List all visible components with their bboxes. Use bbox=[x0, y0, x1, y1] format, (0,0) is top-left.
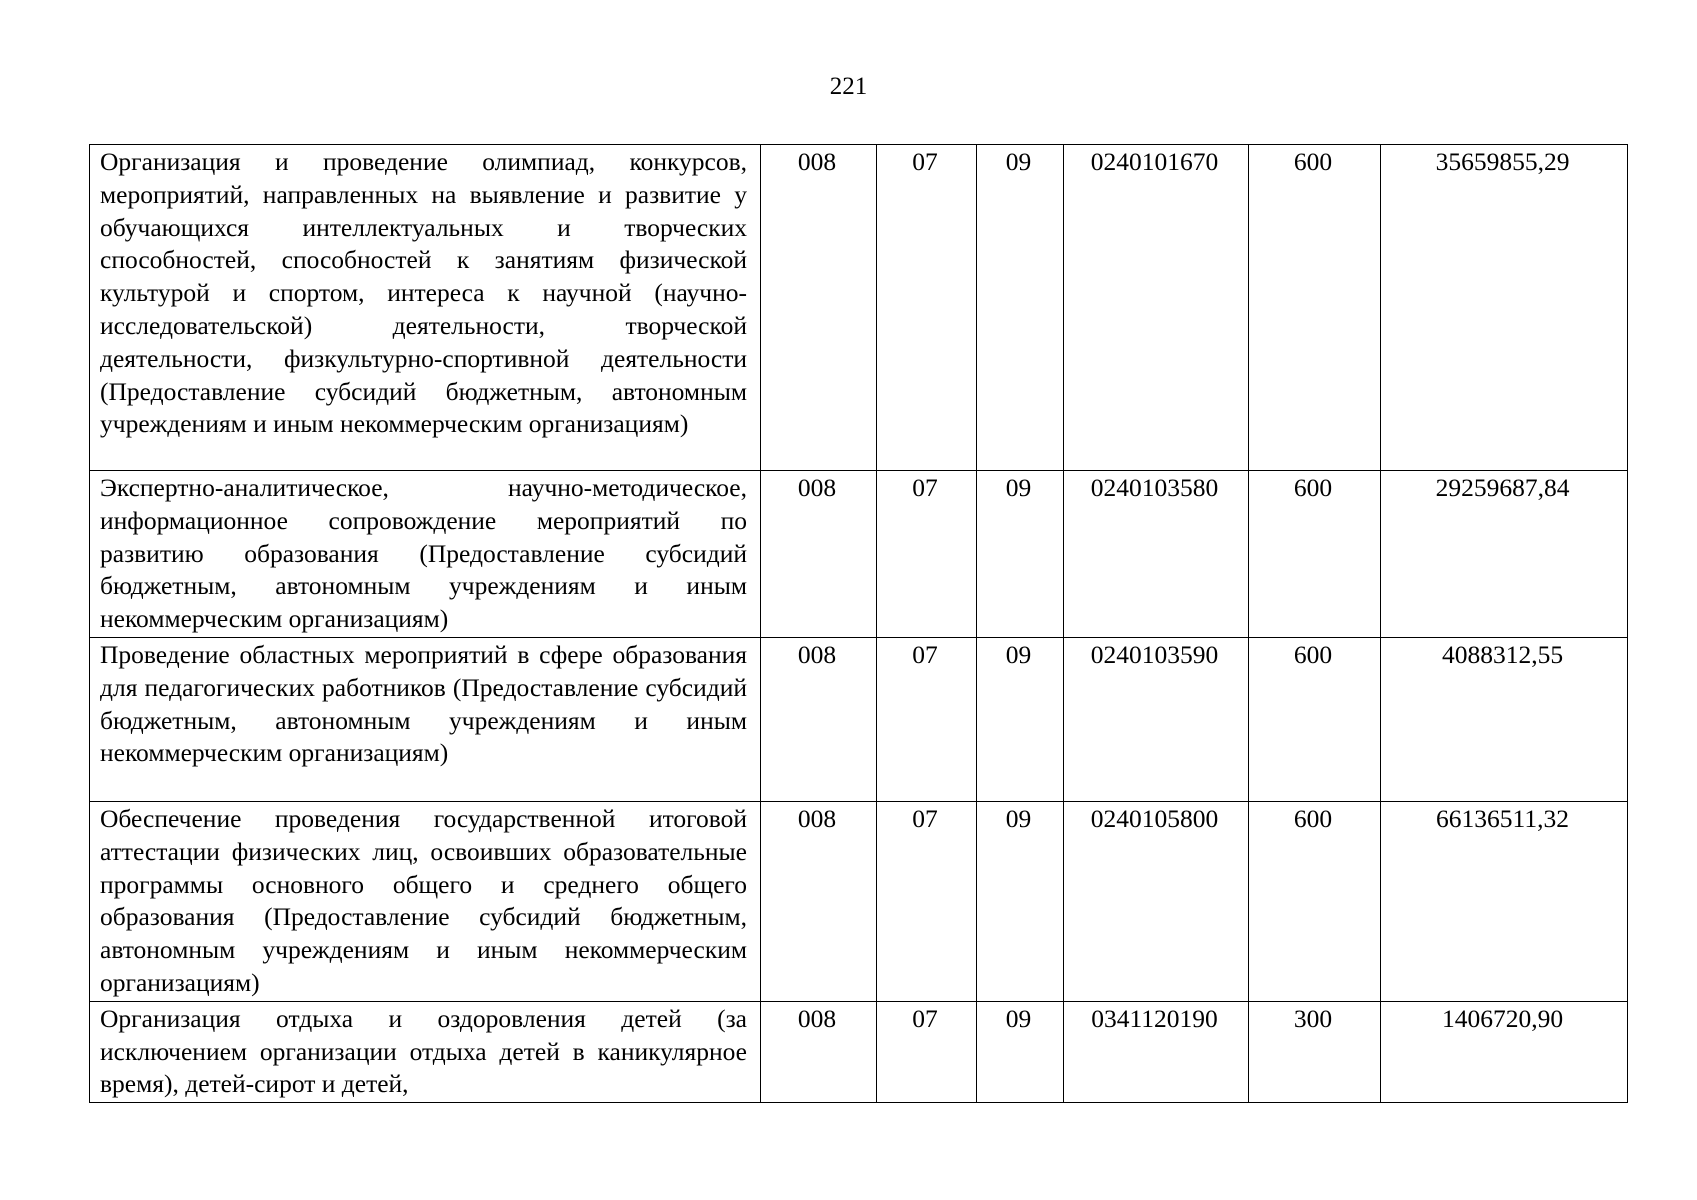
row-department-code: 008 bbox=[761, 801, 877, 1001]
row-section-code: 07 bbox=[877, 637, 977, 801]
row-description: Экспертно-аналитическое, научно-методическое, информационное сопровождение мероприятий по развитию образования (Предоставление субсидий бюджетным, автономным учреждениям и иным некоммерческим организациям) bbox=[90, 471, 761, 638]
table-row bbox=[90, 471, 1628, 638]
row-department-code: 008 bbox=[761, 1001, 877, 1102]
row-section-code: 07 bbox=[877, 471, 977, 638]
row-section-code: 07 bbox=[877, 801, 977, 1001]
row-subsection-code: 09 bbox=[977, 471, 1064, 638]
row-section-code: 07 bbox=[877, 145, 977, 471]
row-target-article-code: 0240105800 bbox=[1064, 801, 1249, 1001]
row-amount: 29259687,84 bbox=[1381, 471, 1628, 638]
row-target-article-code: 0341120190 bbox=[1064, 1001, 1249, 1102]
table-row bbox=[90, 801, 1628, 1001]
row-department-code: 008 bbox=[761, 471, 877, 638]
row-subsection-code: 09 bbox=[977, 1001, 1064, 1102]
row-department-code: 008 bbox=[761, 145, 877, 471]
row-section-code: 07 bbox=[877, 1001, 977, 1102]
row-description: Организация отдыха и оздоровления детей (за исключением организации отдыха детей в каникулярное время), детей-сирот и детей, bbox=[90, 1001, 761, 1102]
row-target-article-code: 0240103580 bbox=[1064, 471, 1249, 638]
row-amount: 66136511,32 bbox=[1381, 801, 1628, 1001]
table-row bbox=[90, 637, 1628, 801]
row-department-code: 008 bbox=[761, 637, 877, 801]
row-expense-type-code: 300 bbox=[1249, 1001, 1381, 1102]
table-row bbox=[90, 145, 1628, 471]
row-subsection-code: 09 bbox=[977, 637, 1064, 801]
page-number: 221 bbox=[829, 73, 868, 100]
row-amount: 35659855,29 bbox=[1381, 145, 1628, 471]
row-amount: 1406720,90 bbox=[1381, 1001, 1628, 1102]
row-description: Проведение областных мероприятий в сфере образования для педагогических работников (Предоставление субсидий бюджетным, автономным учреждениям и иным некоммерческим организациям) bbox=[90, 637, 761, 801]
row-target-article-code: 0240103590 bbox=[1064, 637, 1249, 801]
row-expense-type-code: 600 bbox=[1249, 145, 1381, 471]
row-subsection-code: 09 bbox=[977, 145, 1064, 471]
row-amount: 4088312,55 bbox=[1381, 637, 1628, 801]
budget-table bbox=[89, 144, 1628, 1103]
row-target-article-code: 0240101670 bbox=[1064, 145, 1249, 471]
row-expense-type-code: 600 bbox=[1249, 801, 1381, 1001]
row-subsection-code: 09 bbox=[977, 801, 1064, 1001]
row-expense-type-code: 600 bbox=[1249, 637, 1381, 801]
row-description: Организация и проведение олимпиад, конкурсов, мероприятий, направленных на выявление и развитие у обучающихся интеллектуальных и творческих способностей, способностей к занятиям физической культурой и спортом, интереса к научной (научно-исследовательской) деятельности, творческой деятельности, физкультурно-спортивной деятельности (Предоставление субсидий бюджетным, автономным учреждениям и иным некоммерческим организациям) bbox=[90, 145, 761, 471]
row-description: Обеспечение проведения государственной итоговой аттестации физических лиц, освоивших образовательные программы основного общего и среднего общего образования (Предоставление субсидий бюджетным, автономным учреждениям и иным некоммерческим организациям) bbox=[90, 801, 761, 1001]
table-row bbox=[90, 1001, 1628, 1102]
row-expense-type-code: 600 bbox=[1249, 471, 1381, 638]
